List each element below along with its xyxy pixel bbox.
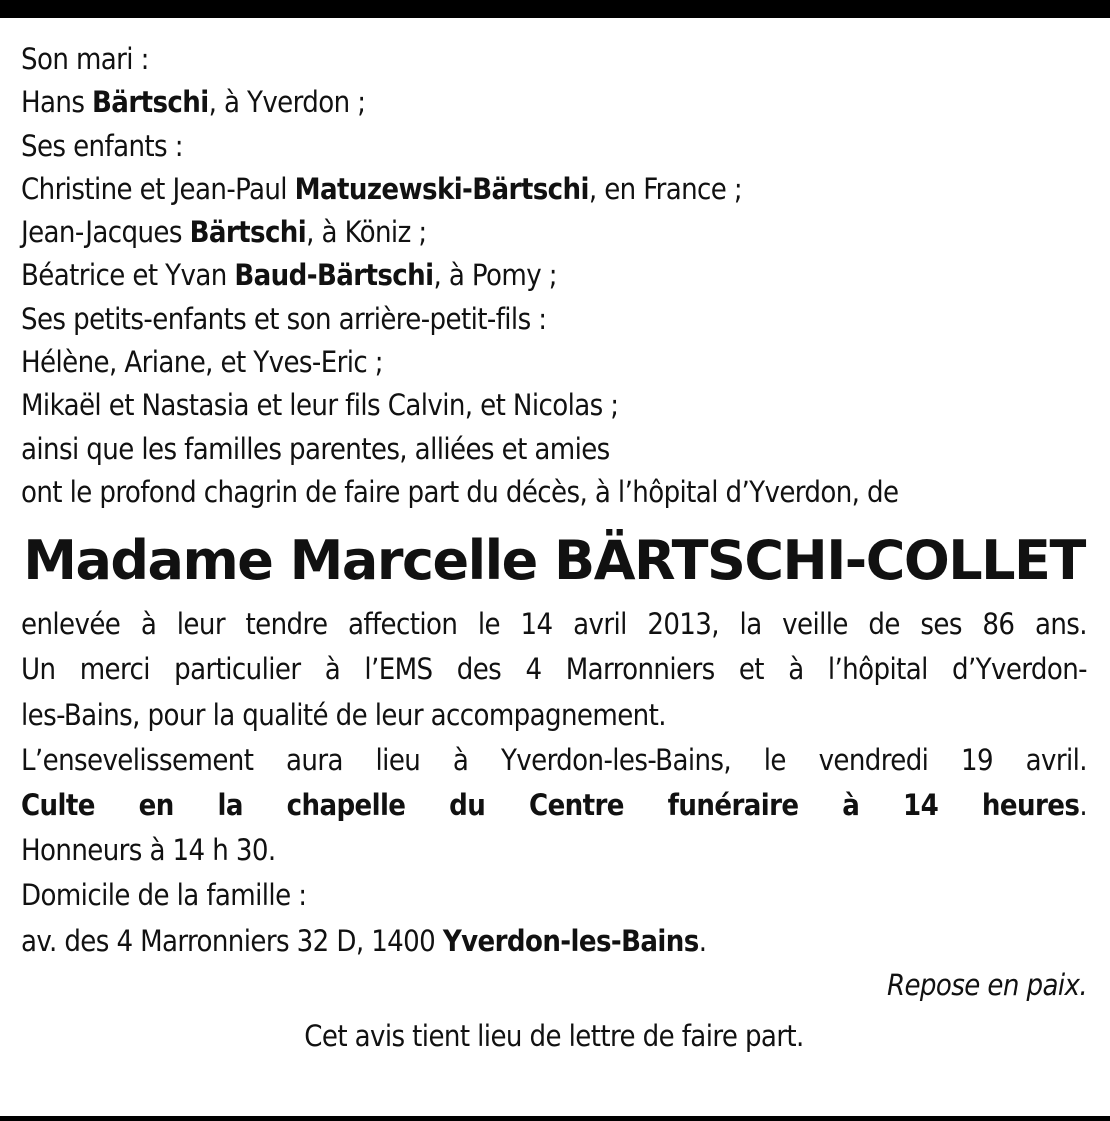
details-line — [21, 828, 1087, 873]
details-line — [21, 873, 1087, 918]
details-text: av. des 4 Marronniers 32 D, 1400 — [21, 923, 443, 958]
family-line — [21, 125, 1087, 168]
family-line — [21, 428, 1087, 471]
family-line — [21, 81, 1087, 124]
details-line — [21, 919, 1087, 964]
family-text: Hélène, Ariane, et Yves-Eric ; — [21, 345, 383, 380]
family-text: , à Pomy ; — [433, 258, 557, 293]
family-list — [21, 38, 1087, 514]
obituary-notice — [21, 38, 1087, 1058]
footer-note: Cet avis tient lieu de lettre de faire part. — [304, 1019, 804, 1054]
details-line — [21, 738, 1087, 783]
details-line — [21, 602, 1087, 647]
family-line — [21, 254, 1087, 297]
family-text: ont le profond chagrin de faire part du décès, à l’hôpital d’Yverdon, de — [21, 474, 899, 509]
bottom-border-rule — [0, 1116, 1110, 1121]
details-bold-name: Culte en la chapelle du Centre funéraire à 14 heures — [21, 788, 1080, 823]
family-text: , à Köniz ; — [306, 215, 427, 250]
details-text: . — [698, 923, 707, 958]
family-bold-name: Bärtschi — [189, 215, 307, 250]
family-line — [21, 298, 1087, 341]
family-text: Christine et Jean-Paul — [21, 171, 295, 206]
family-text: ainsi que les familles parentes, alliées et amies — [21, 431, 610, 466]
family-text: , en France ; — [588, 171, 743, 206]
family-line — [21, 341, 1087, 384]
family-text: Hans — [21, 85, 93, 120]
closing-phrase: Repose en paix. — [886, 967, 1087, 1002]
family-line — [21, 471, 1087, 514]
details-text: enlevée à leur tendre affection le 14 avril 2013, la veille de ses 86 ans. — [21, 607, 1087, 642]
details-line — [21, 693, 1087, 738]
family-bold-name: Matuzewski-Bärtschi — [294, 171, 589, 206]
family-line — [21, 168, 1087, 211]
top-border-rule — [0, 0, 1110, 18]
details-text: L’ensevelissement aura lieu à Yverdon-les-Bains, le vendredi 19 avril. — [21, 742, 1087, 777]
details-text: Honneurs à 14 h 30. — [21, 833, 276, 868]
details-line — [21, 647, 1087, 692]
family-bold-name: Bärtschi — [92, 85, 209, 120]
family-text: , à Yverdon ; — [208, 85, 366, 120]
details-text: Un merci particulier à l’EMS des 4 Marronniers et à l’hôpital d’Yverdon- — [21, 652, 1087, 687]
details-text: les-Bains, pour la qualité de leur accompagnement. — [21, 697, 666, 732]
family-text: Béatrice et Yvan — [21, 258, 235, 293]
family-text: Ses petits-enfants et son arrière-petit-fils : — [21, 301, 547, 336]
family-text: Mikaël et Nastasia et leur fils Calvin, et Nicolas ; — [21, 388, 619, 423]
notice-details — [21, 602, 1087, 964]
family-text: Son mari : — [21, 42, 149, 76]
family-line — [21, 384, 1087, 427]
family-line — [21, 38, 1087, 81]
deceased-name: Madame Marcelle BÄRTSCHI-COLLET — [23, 529, 1085, 593]
details-bold-name: Yverdon-les-Bains — [442, 923, 699, 958]
details-text: . — [1079, 788, 1087, 823]
family-text: Jean-Jacques — [21, 215, 190, 250]
details-line — [21, 783, 1087, 828]
family-line — [21, 211, 1087, 254]
details-text: Domicile de la famille : — [21, 878, 307, 913]
family-text: Ses enfants : — [21, 128, 183, 163]
family-bold-name: Baud-Bärtschi — [234, 258, 434, 293]
